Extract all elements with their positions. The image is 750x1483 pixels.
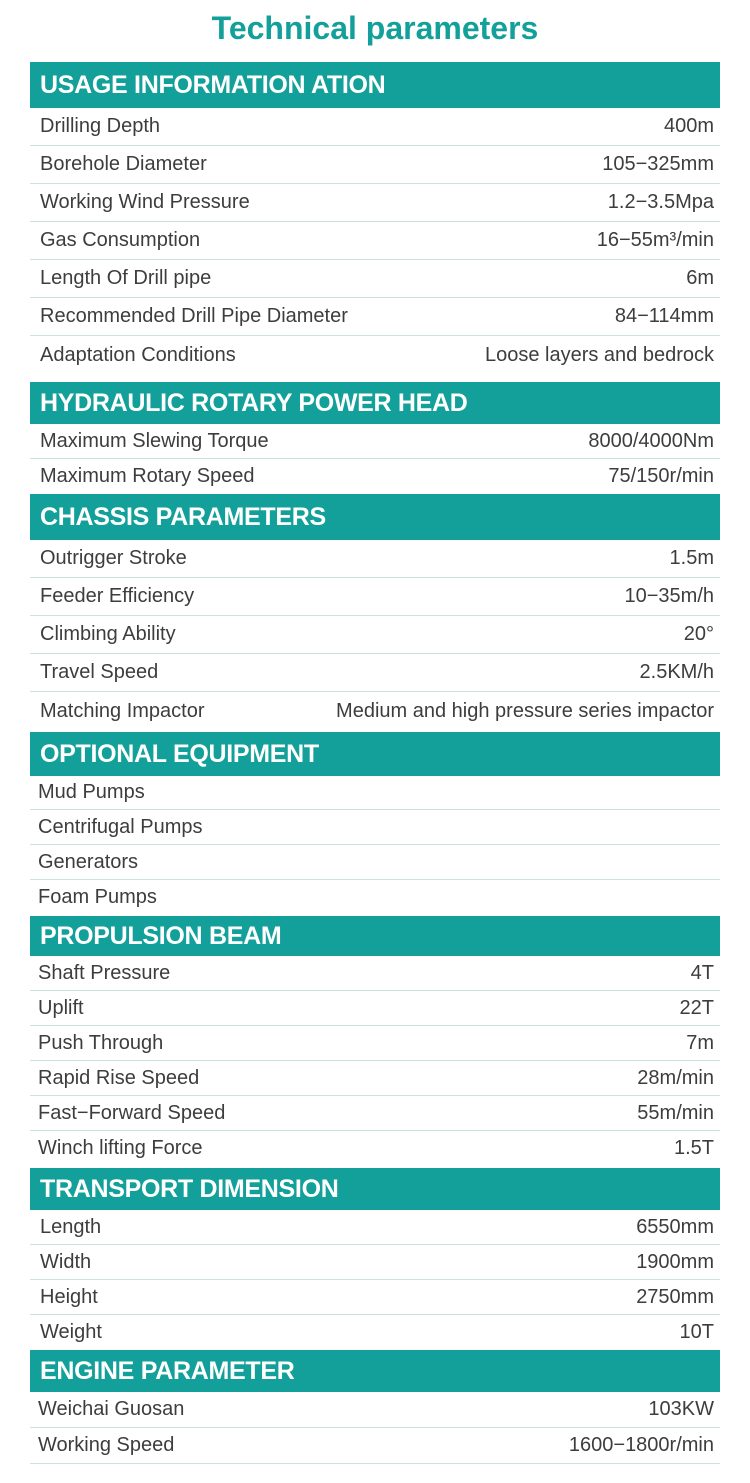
row-label: Maximum Slewing Torque <box>40 429 269 452</box>
row-label: Weight <box>40 1320 102 1343</box>
section-chassis-parameters <box>30 494 720 730</box>
list-item <box>30 810 720 845</box>
row-label: Feeder Efficiency <box>40 585 195 607</box>
row-value: 1.2−3.5Mpa <box>607 191 714 213</box>
row-value: 28m/min <box>637 1066 714 1089</box>
table-row <box>30 1131 720 1166</box>
row-label: Mud Pumps <box>38 781 145 803</box>
table-row <box>30 298 720 336</box>
table-row <box>30 1210 720 1245</box>
table-row <box>30 1061 720 1096</box>
row-label: Shaft Pressure <box>38 961 171 984</box>
table-row <box>30 540 720 578</box>
table-row <box>30 260 720 298</box>
row-value: 7m <box>686 1031 714 1054</box>
list-item <box>30 880 720 915</box>
table-row <box>30 1280 720 1315</box>
table-row <box>30 222 720 260</box>
row-value: 2750mm <box>636 1285 714 1308</box>
row-label: Adaptation Conditions <box>40 343 236 366</box>
section-header: CHASSIS PARAMETERS <box>30 494 720 540</box>
row-value: 2.5KM/h <box>639 661 714 683</box>
table-row <box>30 1096 720 1131</box>
table-row <box>30 1428 720 1464</box>
row-value: 103KW <box>648 1398 714 1420</box>
row-label: Rapid Rise Speed <box>38 1066 200 1089</box>
row-label: Outrigger Stroke <box>40 547 187 569</box>
row-value: 1600−1800r/min <box>568 1434 714 1456</box>
table-row <box>30 578 720 616</box>
row-label: Fast−Forward Speed <box>38 1101 226 1124</box>
row-label: Weichai Guosan <box>38 1398 185 1420</box>
table-row <box>30 1315 720 1349</box>
row-value: 84−114mm <box>614 305 714 327</box>
list-item <box>30 845 720 880</box>
table-row <box>30 991 720 1026</box>
row-label: Foam Pumps <box>38 886 157 908</box>
section-header: HYDRAULIC ROTARY POWER HEAD <box>30 382 720 424</box>
row-label: Gas Consumption <box>40 229 201 251</box>
section-transport-dimension <box>30 1168 720 1349</box>
table-row <box>30 424 720 459</box>
section-header: USAGE INFORMATION ATION <box>30 62 720 108</box>
row-label: Matching Impactor <box>40 699 205 722</box>
row-label: Recommended Drill Pipe Diameter <box>40 305 348 327</box>
section-hydraulic-rotary-power-head <box>30 382 720 494</box>
row-value: 16−55m³/min <box>596 229 714 251</box>
row-value: 75/150r/min <box>608 465 714 487</box>
row-value: 8000/4000Nm <box>588 429 714 452</box>
section-header: OPTIONAL EQUIPMENT <box>30 732 720 776</box>
row-label: Height <box>40 1285 98 1308</box>
row-label: Length <box>40 1215 102 1238</box>
section-optional-equipment <box>30 732 720 915</box>
table-row <box>30 1392 720 1428</box>
row-label: Maximum Rotary Speed <box>40 465 255 487</box>
row-value: 10T <box>679 1320 714 1343</box>
table-row <box>30 616 720 654</box>
section-usage-information <box>30 62 720 374</box>
table-row <box>30 956 720 991</box>
row-value: Medium and high pressure series impactor <box>336 699 714 722</box>
table-row <box>30 108 720 146</box>
row-label: Working Wind Pressure <box>40 191 250 213</box>
row-value: 6550mm <box>636 1215 714 1238</box>
row-label: Borehole Diameter <box>40 153 207 175</box>
row-value: 105−325mm <box>602 153 714 175</box>
section-header: ENGINE PARAMETER <box>30 1350 720 1392</box>
table-row <box>30 654 720 692</box>
row-value: 4T <box>690 961 714 984</box>
row-label: Climbing Ability <box>40 623 176 645</box>
row-value: 6m <box>686 267 714 289</box>
page-title: Technical parameters <box>211 10 539 46</box>
row-value: 10−35m/h <box>624 585 714 607</box>
row-value: 1.5m <box>669 547 714 569</box>
row-label: Centrifugal Pumps <box>38 815 203 838</box>
row-label: Generators <box>38 850 139 873</box>
section-engine-parameter <box>30 1350 720 1464</box>
list-item <box>30 776 720 810</box>
table-row <box>30 1026 720 1061</box>
row-label: Push Through <box>38 1031 164 1054</box>
table-row <box>30 1245 720 1280</box>
section-header: TRANSPORT DIMENSION <box>30 1168 720 1210</box>
row-label: Travel Speed <box>40 661 159 683</box>
section-header: PROPULSION BEAM <box>30 916 720 956</box>
row-value: 400m <box>663 115 714 137</box>
row-label: Drilling Depth <box>40 115 161 137</box>
row-value: 1.5T <box>673 1137 714 1159</box>
row-value: Loose layers and bedrock <box>484 343 714 366</box>
row-label: Working Speed <box>38 1434 175 1456</box>
row-label: Width <box>40 1250 92 1273</box>
row-value: 20° <box>683 623 714 645</box>
row-label: Uplift <box>38 996 84 1019</box>
row-value: 22T <box>679 996 714 1019</box>
section-propulsion-beam <box>30 916 720 1166</box>
row-label: Length Of Drill pipe <box>40 267 212 289</box>
row-label: Winch lifting Force <box>38 1137 203 1159</box>
table-row <box>30 184 720 222</box>
table-row <box>30 692 720 730</box>
row-value: 55m/min <box>637 1101 714 1124</box>
table-row <box>30 146 720 184</box>
table-row <box>30 336 720 374</box>
row-value: 1900mm <box>636 1250 714 1273</box>
table-row <box>30 459 720 494</box>
